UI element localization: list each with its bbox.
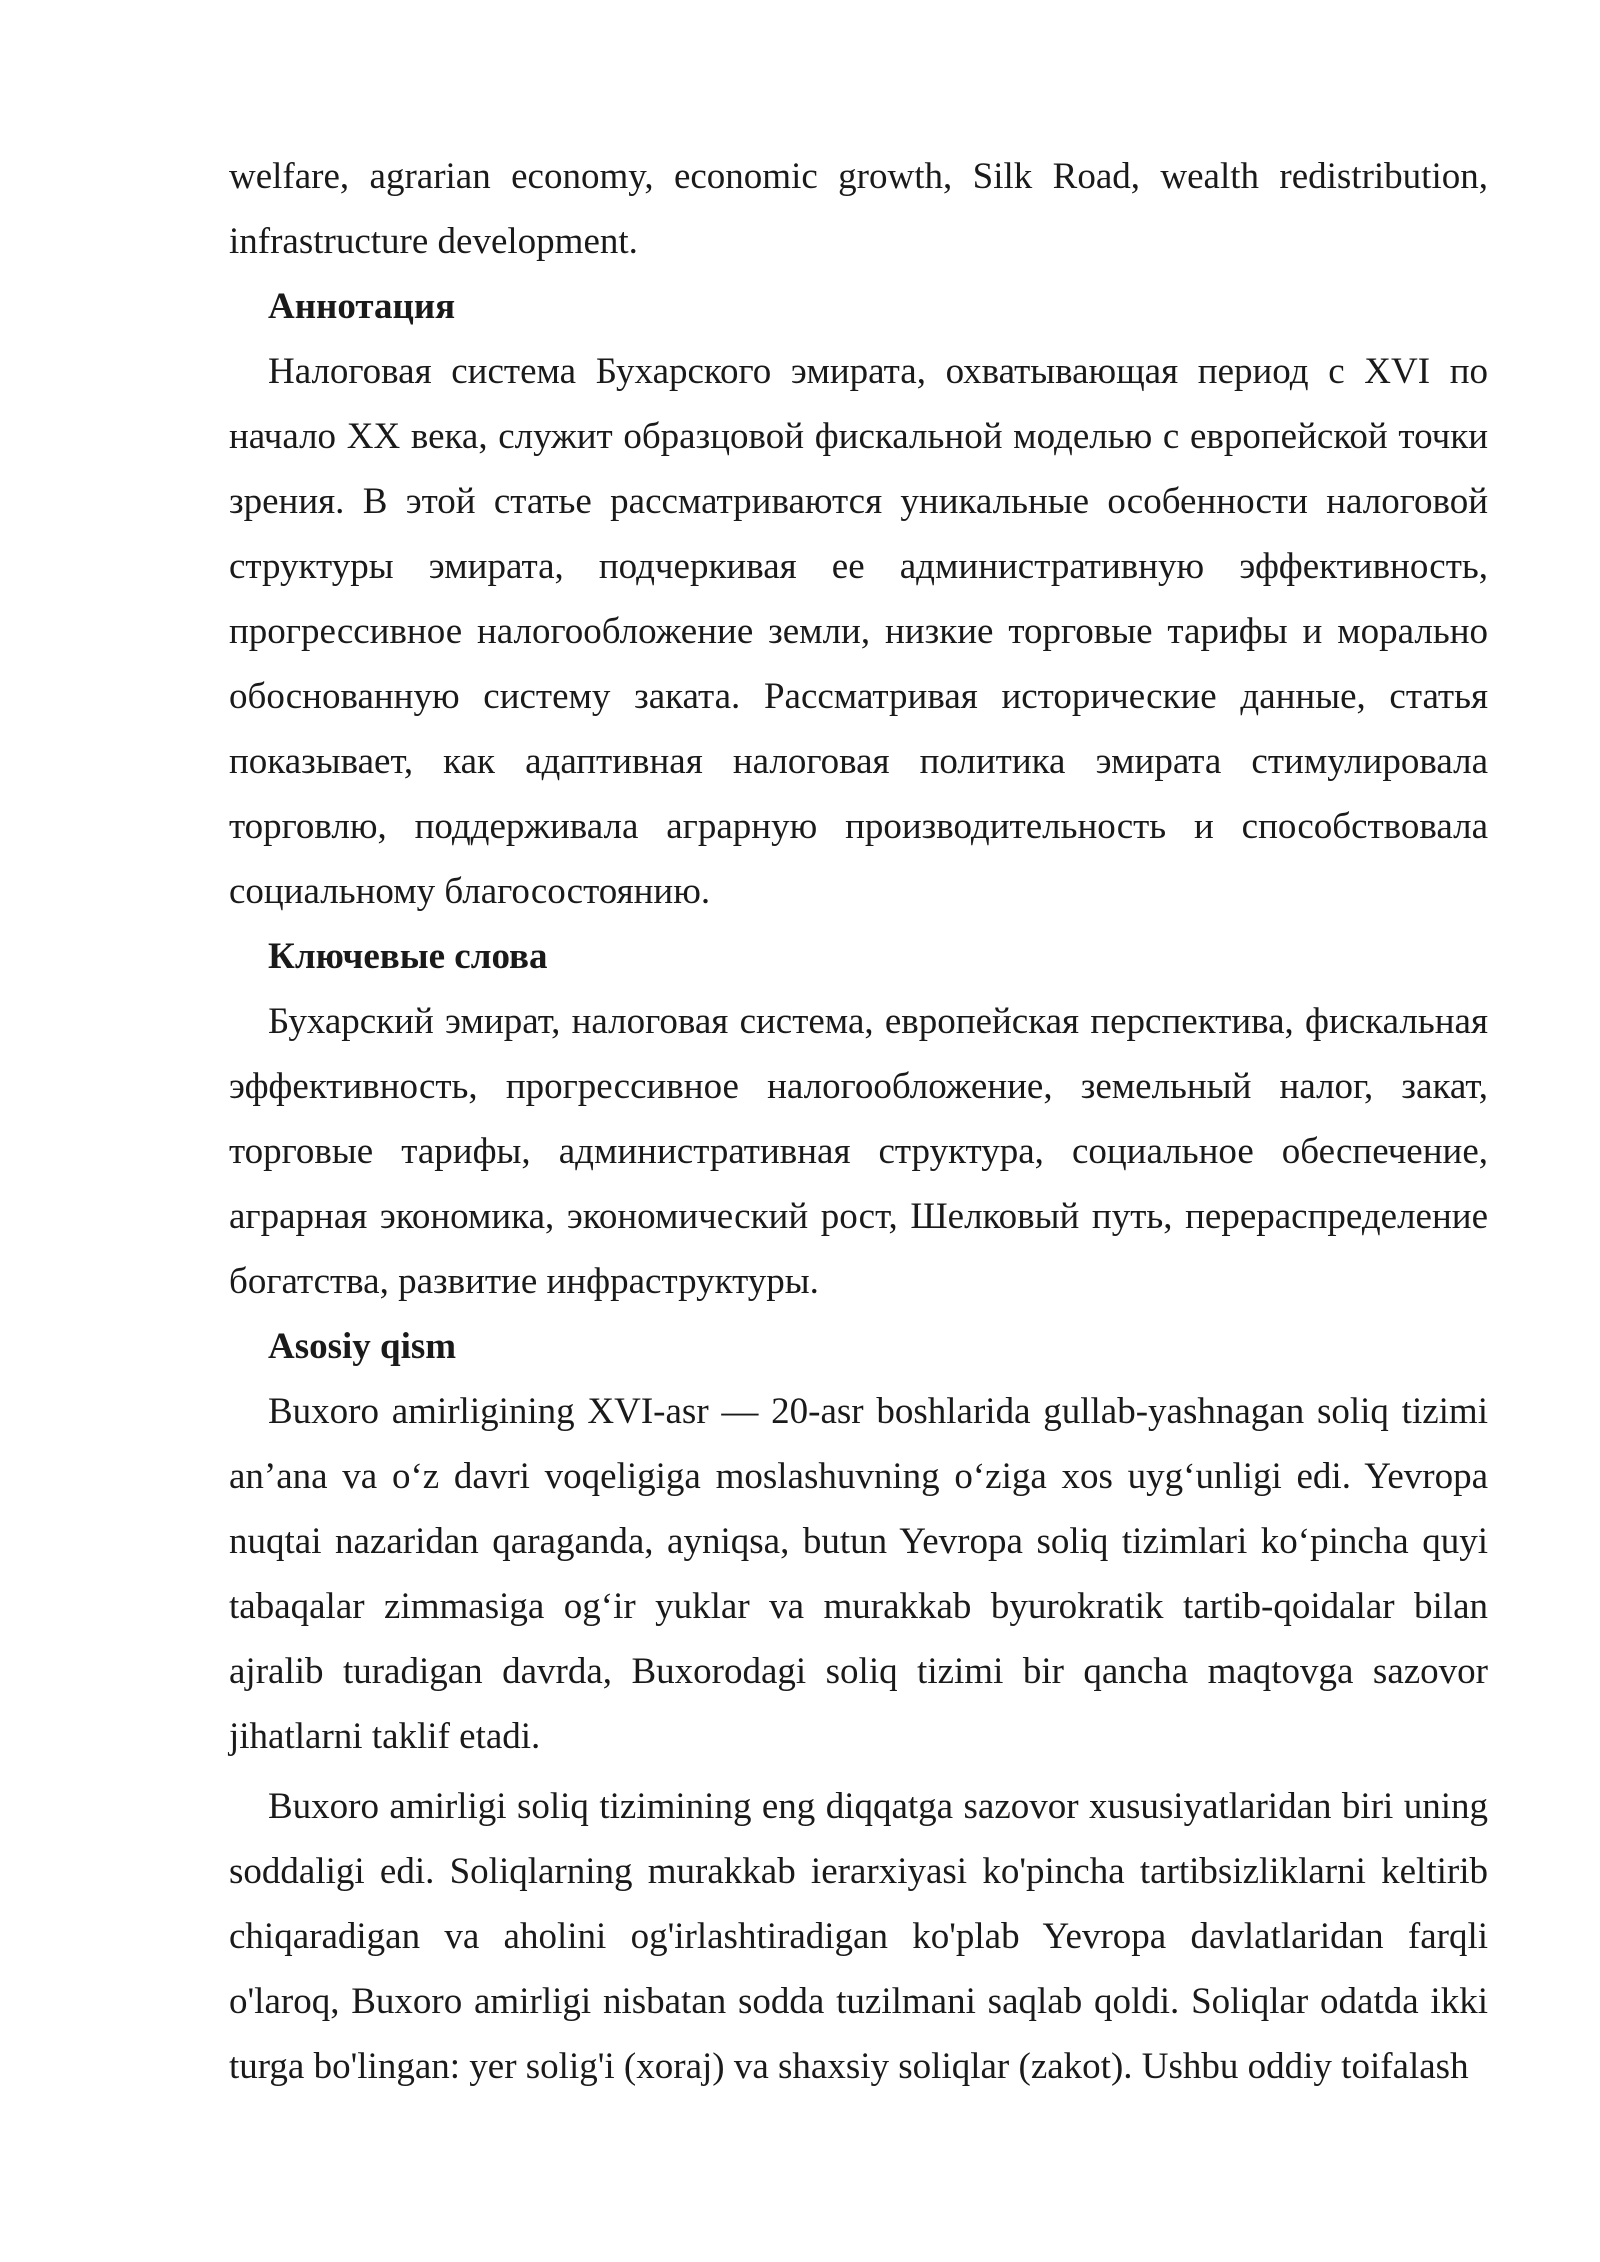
annotation-heading: Аннотация (268, 286, 456, 327)
main-paragraph-2: Buxoro amirligi soliq tizimining eng diqqatga sazovor xususiyatlaridan biri uning soddaligi edi. Soliqlarning murakkab ierarxiyasi ko'pincha tartibsizliklarni keltirib chiqaradigan va aholini og'irlashtiradigan ko'plab Yevropa davlatlaridan farqli o'laroq, Buxoro amirligi nisbatan sodda tuzilmani saqlab qoldi. Soliqlar odatda ikki turga bo'lingan: yer solig'i (xoraj) va shaxsiy soliqlar (zakot). Ushbu oddiy toifalash (229, 1786, 1488, 2087)
main-section-heading: Asosiy qism (268, 1326, 457, 1367)
annotation-paragraph: Налоговая система Бухарского эмирата, охватывающая период с XVI по начало XX века, служит образцовой фискальной моделью с европейской точки зрения. В этой статье рассматриваются уникальные особенности налоговой структуры эмирата, подчеркивая ее административную эффективность, прогрессивное налогообложение земли, низкие торговые тарифы и морально обоснованную систему заката. Рассматривая исторические данные, статья показывает, как адаптивная налоговая политика эмирата стимулировала торговлю, поддерживала аграрную производительность и способствовала социальному благосостоянию. (229, 351, 1488, 912)
keywords-english-continuation: welfare, agrarian economy, economic growth, Silk Road, wealth redistribution, infrastructure development. (229, 156, 1488, 262)
keywords-russian-heading: Ключевые слова (268, 936, 548, 977)
document-page (229, 144, 1488, 2099)
main-paragraph-1: Buxoro amirligining XVI-asr — 20-asr boshlarida gullab-yashnagan soliq tizimi an’ana va oʻz davri voqeligiga moslashuvning oʻziga xos uygʻunligi edi. Yevropa nuqtai nazaridan qaraganda, ayniqsa, butun Yevropa soliq tizimlari koʻpincha quyi tabaqalar zimmasiga ogʻir yuklar va murakkab byurokratik tartib-qoidalar bilan ajralib turadigan davrda, Buxorodagi soliq tizimi bir qancha maqtovga sazovor jihatlarni taklif etadi. (229, 1391, 1488, 1757)
keywords-russian-paragraph: Бухарский эмират, налоговая система, европейская перспектива, фискальная эффективность, прогрессивное налогообложение, земельный налог, закат, торговые тарифы, административная структура, социальное обеспечение, аграрная экономика, экономический рост, Шелковый путь, перераспределение богатства, развитие инфраструктуры. (229, 1001, 1488, 1302)
